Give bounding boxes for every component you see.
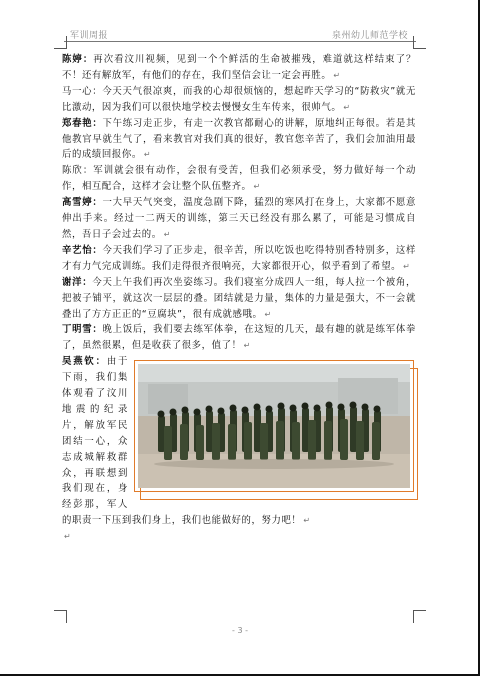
paragraph-mark-icon: ↵ <box>303 516 311 526</box>
paragraph-text: 陈欣：军训就会很有动作，会很有受苦，但我们必须承受，努力做好每一个动作，相互配合，这样才会让整个队伍整齐。 <box>62 165 416 193</box>
paragraph-mark-icon: ↵ <box>64 532 72 542</box>
header-left-text: 军训周报 <box>70 31 109 41</box>
header-rule <box>64 41 416 42</box>
paragraph-text: 再次看汶川视频，见到一个个鲜活的生命被摧残，难道就这样结束了？不！还有解放军，有他们的存在，我们坚信会让一定会再胜。 <box>62 54 416 81</box>
crop-mark-bottom-right <box>413 610 426 623</box>
paragraph-mark-icon: ↵ <box>333 70 341 80</box>
paragraph-text: 下午练习走正步，有走一次教官都耐心的讲解，原地纠正每很。若是其他教官早就生气了，看来教官对我们真的很好，教官您辛苦了，我们会加油用最后的成绩回报你。 <box>62 117 416 161</box>
header-right-text: 泉州幼儿师范学校 <box>331 31 408 41</box>
speaker-name: 郑春艳： <box>62 117 103 129</box>
paragraph-text: 由于下雨，我们集体观看了汶川地震的纪录片，解放军民团结一心，众志成城解救群众，再联想到我们现在，身经彭那，军人的职责一下压到我们身上，我们也能做好的，努力吧！ <box>62 356 302 527</box>
speaker-name: 辛艺怡： <box>62 244 103 256</box>
paragraph-mark-icon: ↵ <box>264 309 272 319</box>
paragraph <box>62 52 416 84</box>
paragraph <box>62 195 416 243</box>
paragraph-text: 一大早天气突变，温度急剧下降，猛烈的寒风打在身上，大家都不愿意伸出手来。经过一二两天的训练，第三天已经没有那么累了，可能是习惯成自然，吾日子会过去的。 <box>62 197 416 240</box>
paragraph <box>62 243 416 275</box>
paragraph <box>62 322 416 354</box>
paragraph-mark-icon: ↵ <box>163 229 172 239</box>
paragraph-mark-icon: ↵ <box>253 182 261 192</box>
crop-mark-top-left <box>54 36 67 49</box>
paragraph-text: 晚上饭后，我们要去练军体拳，在这短的几天，最有趣的就是练军体拳了，虽然很累，但是收获了很多，值了！ <box>62 324 416 352</box>
marching-soldiers-photo <box>138 364 410 488</box>
paragraph <box>62 163 416 195</box>
paragraph-text: 今天上午我们再次坐姿练习。我们寝室分成四人一组，每人拉一个被角，把被子铺平，就这次一层层的叠。团结就是力量，集体的力量是强大，不一会就叠出了方方正正的“豆腐块”，很有成就感哦。 <box>62 276 416 320</box>
paragraph-text: 今天我们学习了正步走，很辛苦，所以吃饭也吃得特别香特别多，这样才有力气完成训练。我们走得很齐很响亮，大家都很开心，似乎看到了希望。 <box>62 244 416 272</box>
document-body <box>62 52 416 545</box>
speaker-name: 吴燕钦： <box>62 356 107 368</box>
speaker-name: 陈婷： <box>62 54 94 65</box>
crop-mark-bottom-left <box>54 610 67 623</box>
paragraph-text: 马一心：今天天气很凉爽，而我的心却很烦恼的，想起昨天学习的“防救灾”就无比激动，因为我们可以很快地学校去慢慢女生车传来，很帅气。 <box>62 85 416 113</box>
paragraph-mark-icon: ↵ <box>403 261 411 271</box>
photo-illustration <box>138 364 410 488</box>
speaker-name: 谢洋： <box>62 276 93 288</box>
paragraph <box>62 84 416 116</box>
paragraph-mark-icon: ↵ <box>343 102 351 112</box>
speaker-name: 高雪婷： <box>62 197 103 209</box>
empty-paragraph <box>62 529 416 545</box>
paragraph <box>62 275 416 323</box>
paragraph <box>62 116 416 164</box>
page-number: - 3 - <box>232 626 248 635</box>
photo-container[interactable] <box>134 360 416 500</box>
paragraph-mark-icon: ↵ <box>143 150 152 160</box>
speaker-name: 丁明雪： <box>62 324 103 336</box>
photo-frame <box>134 360 414 492</box>
crop-mark-top-right <box>413 36 426 49</box>
paragraph-mark-icon: ↵ <box>243 341 251 351</box>
